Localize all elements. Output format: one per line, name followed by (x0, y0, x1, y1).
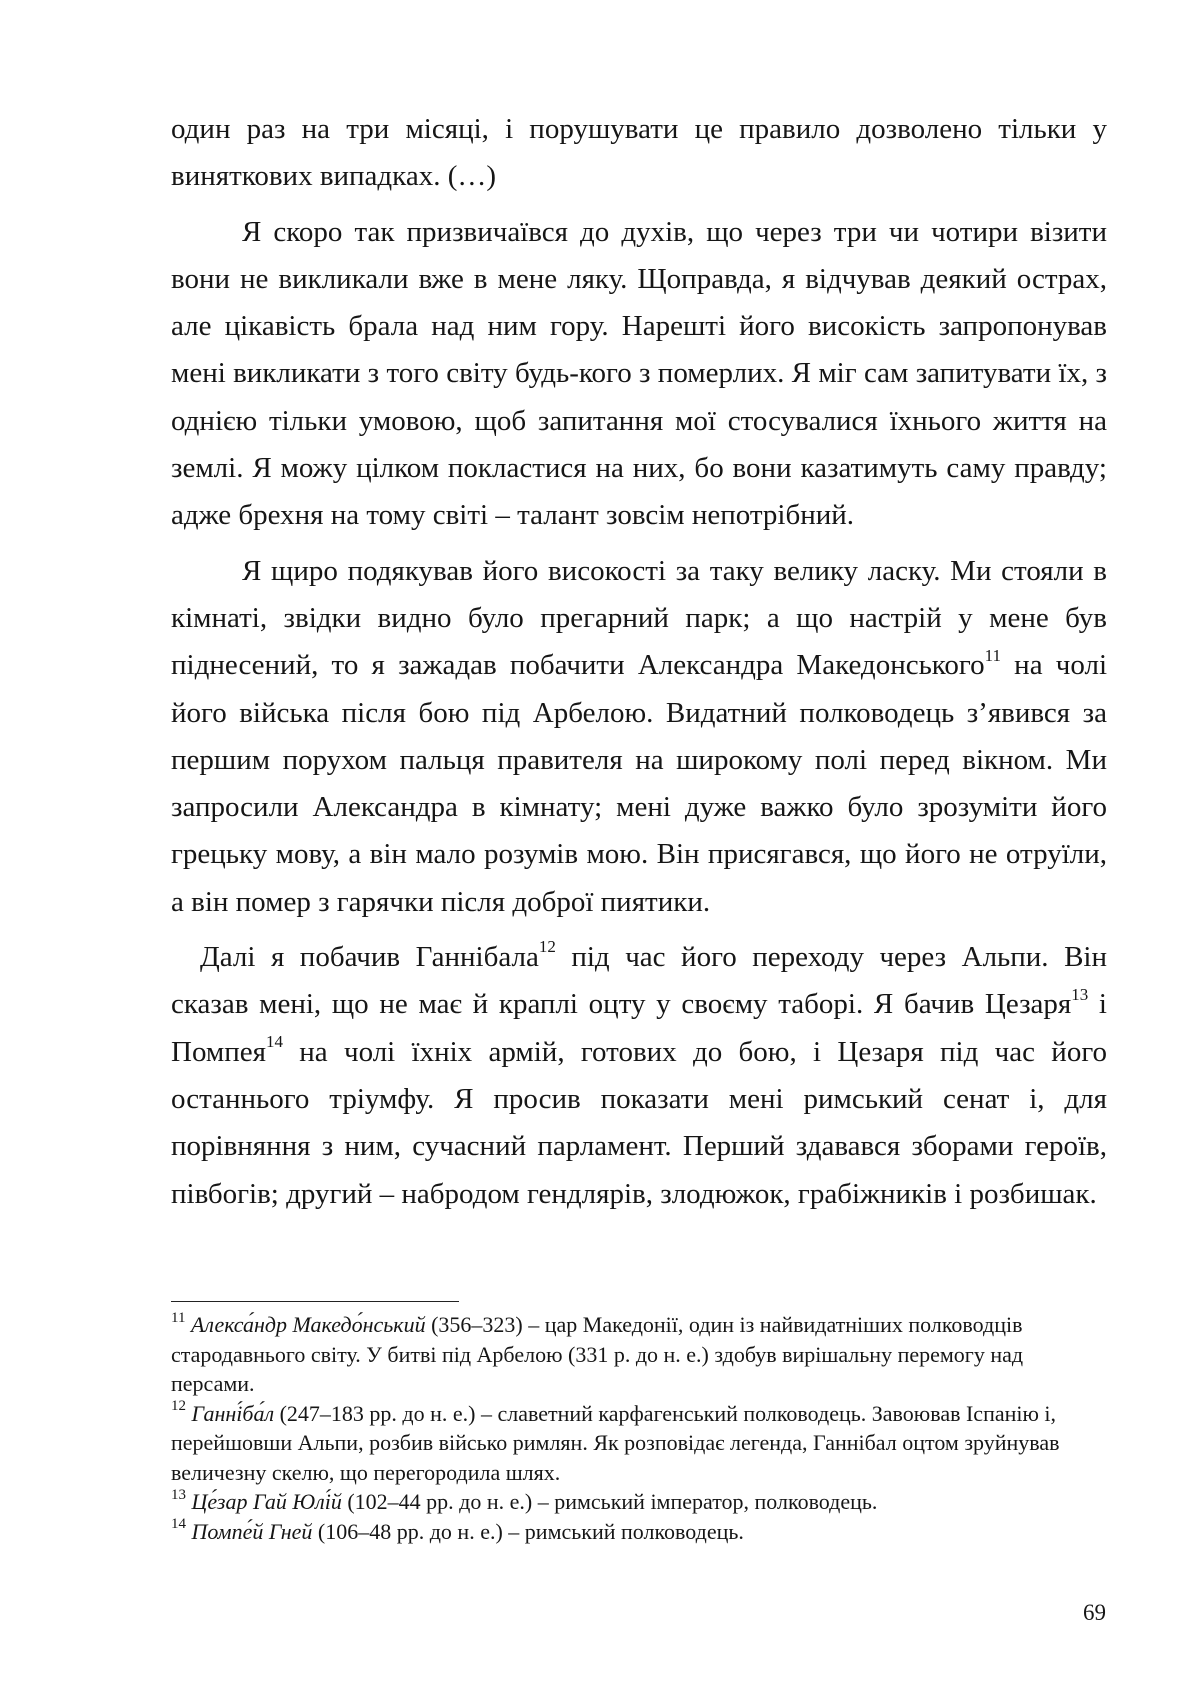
paragraph-4-text-b: під час його переходу через Альпи. Він сказав мені, що не має й краплі оцту у своєму таборі. Я бачив Цезаря (171, 941, 1107, 1021)
footnote-13 (171, 1487, 1111, 1517)
paragraph-2-text: Я скоро так призвичаївся до духів, що через три чи чотири візити вони не викликали вже в мене ляку. Щоправда, я відчував деякий острах, але цікавість брала над ним гору. Нарешті його високість запропонував мені викликати з того світу будь-кого з померлих. Я міг сам запитувати їх, з однією тільки умовою, щоб запитання мої стосувалися їхнього життя на землі. Я можу цілком покластися на них, бо вони казатимуть саму правду; адже брехня на тому світі – талант зовсім непотрібний. (171, 215, 1107, 532)
paragraph-3 (171, 548, 1107, 926)
main-text (171, 106, 1107, 1226)
footnote-14 (171, 1517, 1111, 1547)
footnote-text: (102–44 рр. до н. е.) – римський імператор, полководець. (341, 1489, 878, 1514)
paragraph-4 (171, 934, 1107, 1218)
footnote-text: (106–48 рр. до н. е.) – римський полководець. (312, 1518, 744, 1544)
paragraph-3-text-b: на чолі його війська після бою під Арбелою. Видатний полководець з’явився за першим порухом пальця правителя на широкому полі перед вікном. Ми запросили Александра в кімнату; мені дуже важко було зрозуміти його грецьку мову, а він мало розумів мою. Він присягався, що його не отруїли, а він помер з гарячки після доброї пиятики. (171, 649, 1108, 918)
paragraph-3-text-a: Я щиро подякував його високості за таку велику ласку. Ми стояли в кімнаті, звідки видно було прегарний парк; а що настрій у мене був піднесений, то я зажадав побачити Александра Македонського (171, 554, 1107, 682)
footnote-term: Алекса́ндр Македо́нський (190, 1312, 426, 1337)
footnote-ref-14[interactable]: 14 (265, 1031, 283, 1051)
footnote-number: 11 (171, 1309, 186, 1326)
footnote-number: 12 (171, 1398, 186, 1415)
footnote-11 (171, 1310, 1111, 1399)
footnotes (171, 1310, 1111, 1546)
paragraph-4-text-c: і Помпея (171, 988, 1107, 1068)
paragraph-2 (171, 209, 1107, 540)
paragraph-4-text-a: Далі я побачив Ганнібала (200, 941, 539, 974)
paragraph-1 (171, 106, 1107, 201)
footnote-ref-13[interactable]: 13 (1071, 984, 1089, 1004)
footnote-ref-12[interactable]: 12 (538, 937, 556, 957)
footnote-number: 13 (171, 1486, 186, 1503)
footnote-12 (171, 1399, 1111, 1488)
paragraph-1-text: один раз на три місяці, і порушувати це правило дозволено тільки у виняткових випадках. (…) (171, 113, 1107, 193)
paragraph-4-text-d: на чолі їхніх армій, готових до бою, і Цезаря під час його останнього тріумфу. Я просив показати мені римський сенат і, для порівняння з ним, сучасний парламент. Перший здавався зборами героїв, півбогів; другий – набродом гендлярів, злодюжок, грабіжників і розбишак. (171, 1035, 1107, 1210)
footnote-separator (171, 1301, 459, 1302)
footnote-number: 14 (171, 1516, 186, 1533)
footnote-term: Помпе́й Гней (191, 1518, 313, 1544)
footnote-ref-11[interactable]: 11 (984, 645, 1001, 665)
page-number: 69 (1083, 1600, 1106, 1625)
footnote-text: (356–323) – цар Македонії, один із найвидатніших полководців стародавнього світу. У битві під Арбелою (331 р. до н. е.) здобув вирішальну перемогу над персами. (171, 1312, 1024, 1396)
footnote-term: Ганні́ба́л (191, 1400, 275, 1426)
footnote-term: Це́зар Гай Юлі́й (191, 1489, 342, 1514)
footnote-text: (247–183 рр. до н. е.) – славетний карфагенський полководець. Завоював Іспанію і, перейшовши Альпи, розбив військо римлян. Як розповідає легенда, Ганнібал оцтом зруйнував величезну скелю, що перегородила шлях. (171, 1400, 1060, 1485)
